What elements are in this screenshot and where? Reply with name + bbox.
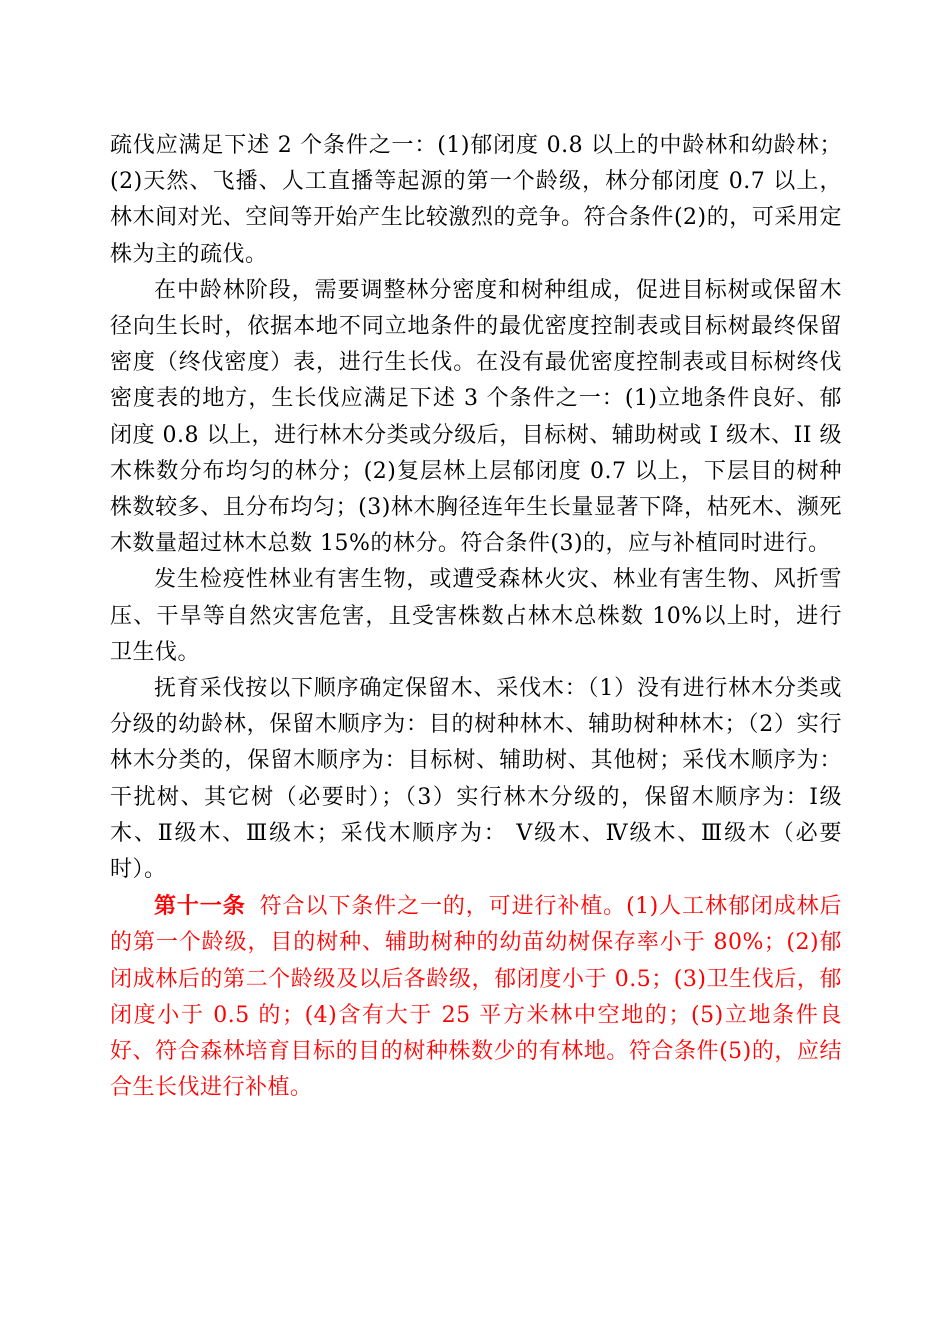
article-number: 第十一条 bbox=[154, 893, 246, 920]
paragraph-thinning-conditions: 疏伐应满足下述 2 个条件之一：(1)郁闭度 0.8 以上的中龄林和幼龄林；(2)天然、飞播、人工直播等起源的第一个龄级，林分郁闭度 0.7 以上，林木间对光、空间等开始产生比较激烈的竞争。符合条件(2)的，可采用定株为主的疏伐。 bbox=[110, 133, 842, 267]
paragraph-tree-selection-order: 抚育采伐按以下顺序确定保留木、采伐木：（1）没有进行林木分类或分级的幼龄林，保留木顺序为：目的树种林木、辅助树种林木；（2）实行林木分类的，保留木顺序为：目标树、辅助树、其他树；采伐木顺序为：干扰树、其它树（必要时）；（3）实行林木分级的，保留木顺序为：Ⅰ级木、Ⅱ级木、Ⅲ级木；采伐木顺序为： Ⅴ级木、Ⅳ级木、Ⅲ级木（必要时）。 bbox=[110, 676, 842, 883]
paragraph-sanitation-cutting: 发生检疫性林业有害生物，或遭受森林火灾、林业有害生物、风折雪压、干旱等自然灾害危害，且受害株数占林木总株数 10%以上时，进行卫生伐。 bbox=[110, 567, 842, 665]
article-text: 符合以下条件之一的，可进行补植。(1)人工林郁闭成林后的第一个龄级，目的树种、辅助树种的幼苗幼树保存率小于 80%；(2)郁闭成林后的第二个龄级及以后各龄级，郁闭度小于 0.5；(3)卫生伐后，郁闭度小于 0.5 的；(4)含有大于 25 平方米林中空地的；(5)立地条件良好、符合森林培育目标的目的树种株数少的有林地。符合条件(5)的，应结合生长伐进行补植。 bbox=[110, 894, 842, 1101]
paragraph-growth-cutting: 在中龄林阶段，需要调整林分密度和树种组成，促进目标树或保留木径向生长时，依据本地不同立地条件的最优密度控制表或目标树最终保留密度（终伐密度）表，进行生长伐。在没有最优密度控制表或目标树终伐密度表的地方，生长伐应满足下述 3 个条件之一：(1)立地条件良好、郁闭度 0.8 以上，进行林木分类或分级后，目标树、辅助树或 I 级木、II 级木株数分布均匀的林分；(2)复层林上层郁闭度 0.7 以上，下层目的树种株数较多、且分布均匀；(3)林木胸径连年生长量显著下降，枯死木、濒死木数量超过林木总数 15%的林分。符合条件(3)的，应与补植同时进行。 bbox=[110, 277, 842, 557]
article-eleven-paragraph bbox=[110, 888, 842, 1106]
document-page bbox=[110, 128, 842, 1106]
